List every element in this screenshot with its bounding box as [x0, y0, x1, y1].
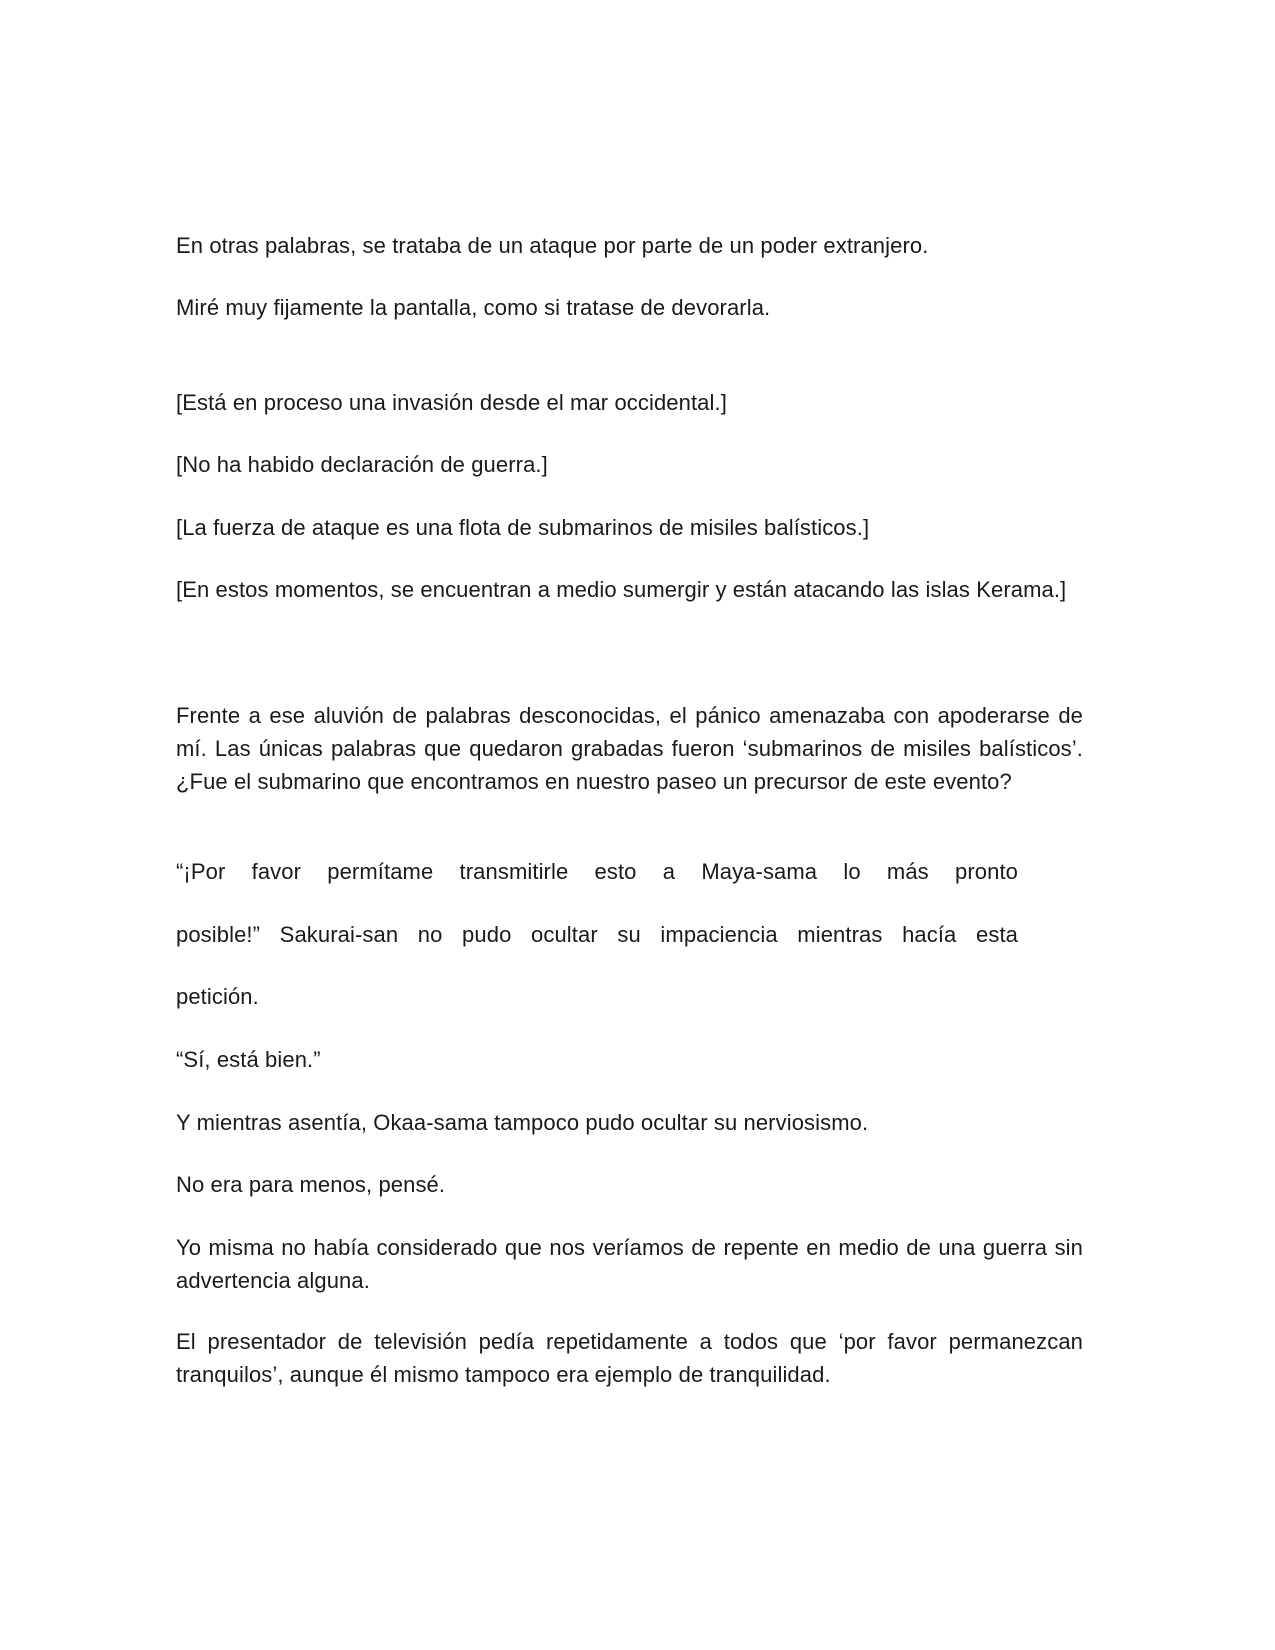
dialogue-okaa-sama: “Sí, está bien.” [176, 1047, 321, 1072]
paragraph-nodding: Y mientras asentía, Okaa-sama tampoco pudo ocultar su nerviosismo. [176, 1110, 869, 1135]
bracket-line-invasion: [Está en proceso una invasión desde el mar occidental.] [176, 390, 727, 415]
paragraph-no-wonder: No era para menos, pensé. [176, 1172, 446, 1197]
bracket-line-kerama: [En estos momentos, se encuentran a medio sumergir y están atacando las islas Kerama.] [176, 577, 1067, 602]
paragraph-war-surprise: Yo misma no había considerado que nos veríamos de repente en medio de una guerra sin advertencia alguna. [176, 1235, 1083, 1293]
dialogue-sakurai-line-2: posible!” Sakurai-san no pudo ocultar su impaciencia mientras hacía esta [176, 922, 1018, 947]
dialogue-sakurai-line-3: petición. [176, 984, 259, 1009]
bracket-line-attack-force: [La fuerza de ataque es una flota de submarinos de misiles balísticos.] [176, 515, 870, 540]
paragraph-tv-presenter: El presentador de televisión pedía repetidamente a todos que ‘por favor permanezcan tranquilos’, aunque él mismo tampoco era ejemplo de tranquilidad. [176, 1329, 1083, 1387]
bracket-line-no-declaration: [No ha habido declaración de guerra.] [176, 452, 548, 477]
paragraph-panic: Frente a ese aluvión de palabras desconocidas, el pánico amenazaba con apoderarse de mí. Las únicas palabras que quedaron grabadas fueron ‘submarinos de misiles balísticos’. ¿Fue el submarino que encontramos en nuestro paseo un precursor de este evento? [176, 703, 1083, 794]
paragraph-foreign-attack: En otras palabras, se trataba de un ataque por parte de un poder extranjero. [176, 233, 929, 258]
paragraph-stared-screen: Miré muy fijamente la pantalla, como si tratase de devorarla. [176, 295, 771, 320]
dialogue-sakurai-line-1: “¡Por favor permítame transmitirle esto a Maya-sama lo más pronto [176, 859, 1018, 884]
